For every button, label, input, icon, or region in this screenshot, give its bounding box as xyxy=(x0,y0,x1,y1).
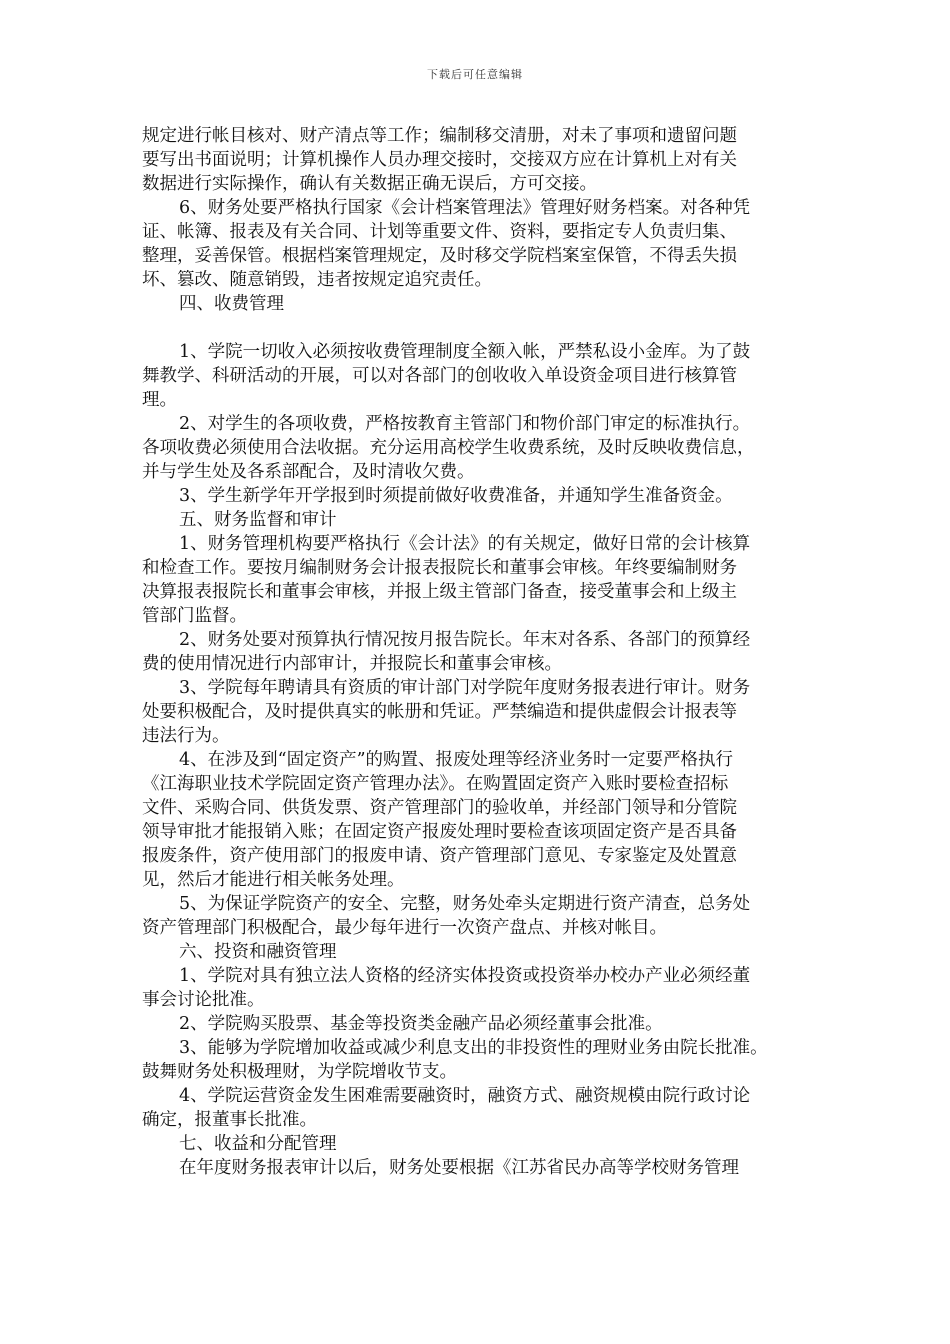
text-line: 规定进行帐目核对、财产清点等工作；编制移交清册，对未了事项和遗留问题 xyxy=(142,126,737,146)
text-line: 5、为保证学院资产的安全、完整，财务处牵头定期进行资产清查，总务处 xyxy=(179,894,751,914)
text-line: 报废条件，资产使用部门的报废申请、资产管理部门意见、专家鉴定及处置意 xyxy=(142,846,737,866)
text-line: 资产管理部门积极配合，最少每年进行一次资产盘点、并核对帐目。 xyxy=(142,918,667,938)
text-line: 在年度财务报表审计以后，财务处要根据《江苏省民办高等学校财务管理 xyxy=(179,1158,739,1178)
text-line: 四、收费管理 xyxy=(179,294,284,314)
text-line: 1、财务管理机构要严格执行《会计法》的有关规定，做好日常的会计核算 xyxy=(179,534,751,554)
text-line: 鼓舞财务处积极理财，为学院增收节支。 xyxy=(142,1062,457,1082)
text-line: 舞教学、科研活动的开展，可以对各部门的创收收入单设资金项目进行核算管 xyxy=(142,366,737,386)
text-line: 并与学生处及各系部配合，及时清收欠费。 xyxy=(142,462,475,482)
text-line: 违法行为。 xyxy=(142,726,230,746)
text-line: 证、帐簿、报表及有关合同、计划等重要文件、资料，要指定专人负责归集、 xyxy=(142,222,737,242)
text-line: 七、收益和分配管理 xyxy=(179,1134,337,1154)
text-line: 4、学院运营资金发生困难需要融资时，融资方式、融资规模由院行政讨论 xyxy=(179,1086,751,1106)
text-line: 6、财务处要严格执行国家《会计档案管理法》管理好财务档案。对各种凭 xyxy=(179,198,751,218)
text-line: 六、投资和融资管理 xyxy=(179,942,337,962)
text-line: 2、对学生的各项收费，严格按教育主管部门和物价部门审定的标准执行。 xyxy=(179,414,751,434)
blank-line xyxy=(142,316,818,340)
text-line: 处要积极配合，及时提供真实的帐册和凭证。严禁编造和提供虚假会计报表等 xyxy=(142,702,737,722)
text-line: 领导审批才能报销入账；在固定资产报废处理时要检查该项固定资产是否具备 xyxy=(142,822,737,842)
text-line: 1、学院一切收入必须按收费管理制度全额入帐，严禁私设小金库。为了鼓 xyxy=(179,342,751,362)
text-line: 确定，报董事长批准。 xyxy=(142,1110,317,1130)
text-line: 坏、篡改、随意销毁，违者按规定追究责任。 xyxy=(142,270,492,290)
text-line: 理。 xyxy=(142,390,177,410)
text-line: 数据进行实际操作，确认有关数据正确无误后，方可交接。 xyxy=(142,174,597,194)
text-line: 管部门监督。 xyxy=(142,606,247,626)
text-line: 4、在涉及到“固定资产”的购置、报废处理等经济业务时一定要严格执行 xyxy=(179,750,734,770)
text-line: 见，然后才能进行相关帐务处理。 xyxy=(142,870,405,890)
text-line: 费的使用情况进行内部审计，并报院长和董事会审核。 xyxy=(142,654,562,674)
text-line: 和检查工作。要按月编制财务会计报表报院长和董事会审核。年终要编制财务 xyxy=(142,558,737,578)
text-line: 3、学院每年聘请具有资质的审计部门对学院年度财务报表进行审计。财务 xyxy=(179,678,751,698)
text-line: 文件、采购合同、供货发票、资产管理部门的验收单，并经部门领导和分管院 xyxy=(142,798,737,818)
text-line: 五、财务监督和审计 xyxy=(179,510,337,530)
text-line: 决算报表报院长和董事会审核，并报上级主管部门备查，接受董事会和上级主 xyxy=(142,582,737,602)
text-line: 要写出书面说明；计算机操作人员办理交接时，交接双方应在计算机上对有关 xyxy=(142,150,737,170)
text-line: 1、学院对具有独立法人资格的经济实体投资或投资举办校办产业必须经董 xyxy=(179,966,751,986)
text-line: 2、学院购买股票、基金等投资类金融产品必须经董事会批准。 xyxy=(179,1014,663,1034)
text-line: 整理，妥善保管。根据档案管理规定，及时移交学院档案室保管，不得丢失损 xyxy=(142,246,737,266)
text-line: 事会讨论批准。 xyxy=(142,990,265,1010)
page-header-note: 下载后可任意编辑 xyxy=(427,68,523,81)
text-line: 2、财务处要对预算执行情况按月报告院长。年末对各系、各部门的预算经 xyxy=(179,630,751,650)
text-line: 各项收费必须使用合法收据。充分运用高校学生收费系统，及时反映收费信息， xyxy=(142,438,755,458)
text-line: 3、能够为学院增加收益或减少利息支出的非投资性的理财业务由院长批准。 xyxy=(179,1038,768,1058)
text-line: 3、学生新学年开学报到时须提前做好收费准备，并通知学生准备资金。 xyxy=(179,486,733,506)
document-body xyxy=(142,124,818,1180)
text-line: 《江海职业技术学院固定资产管理办法》。在购置固定资产入账时要检查招标 xyxy=(142,774,729,794)
